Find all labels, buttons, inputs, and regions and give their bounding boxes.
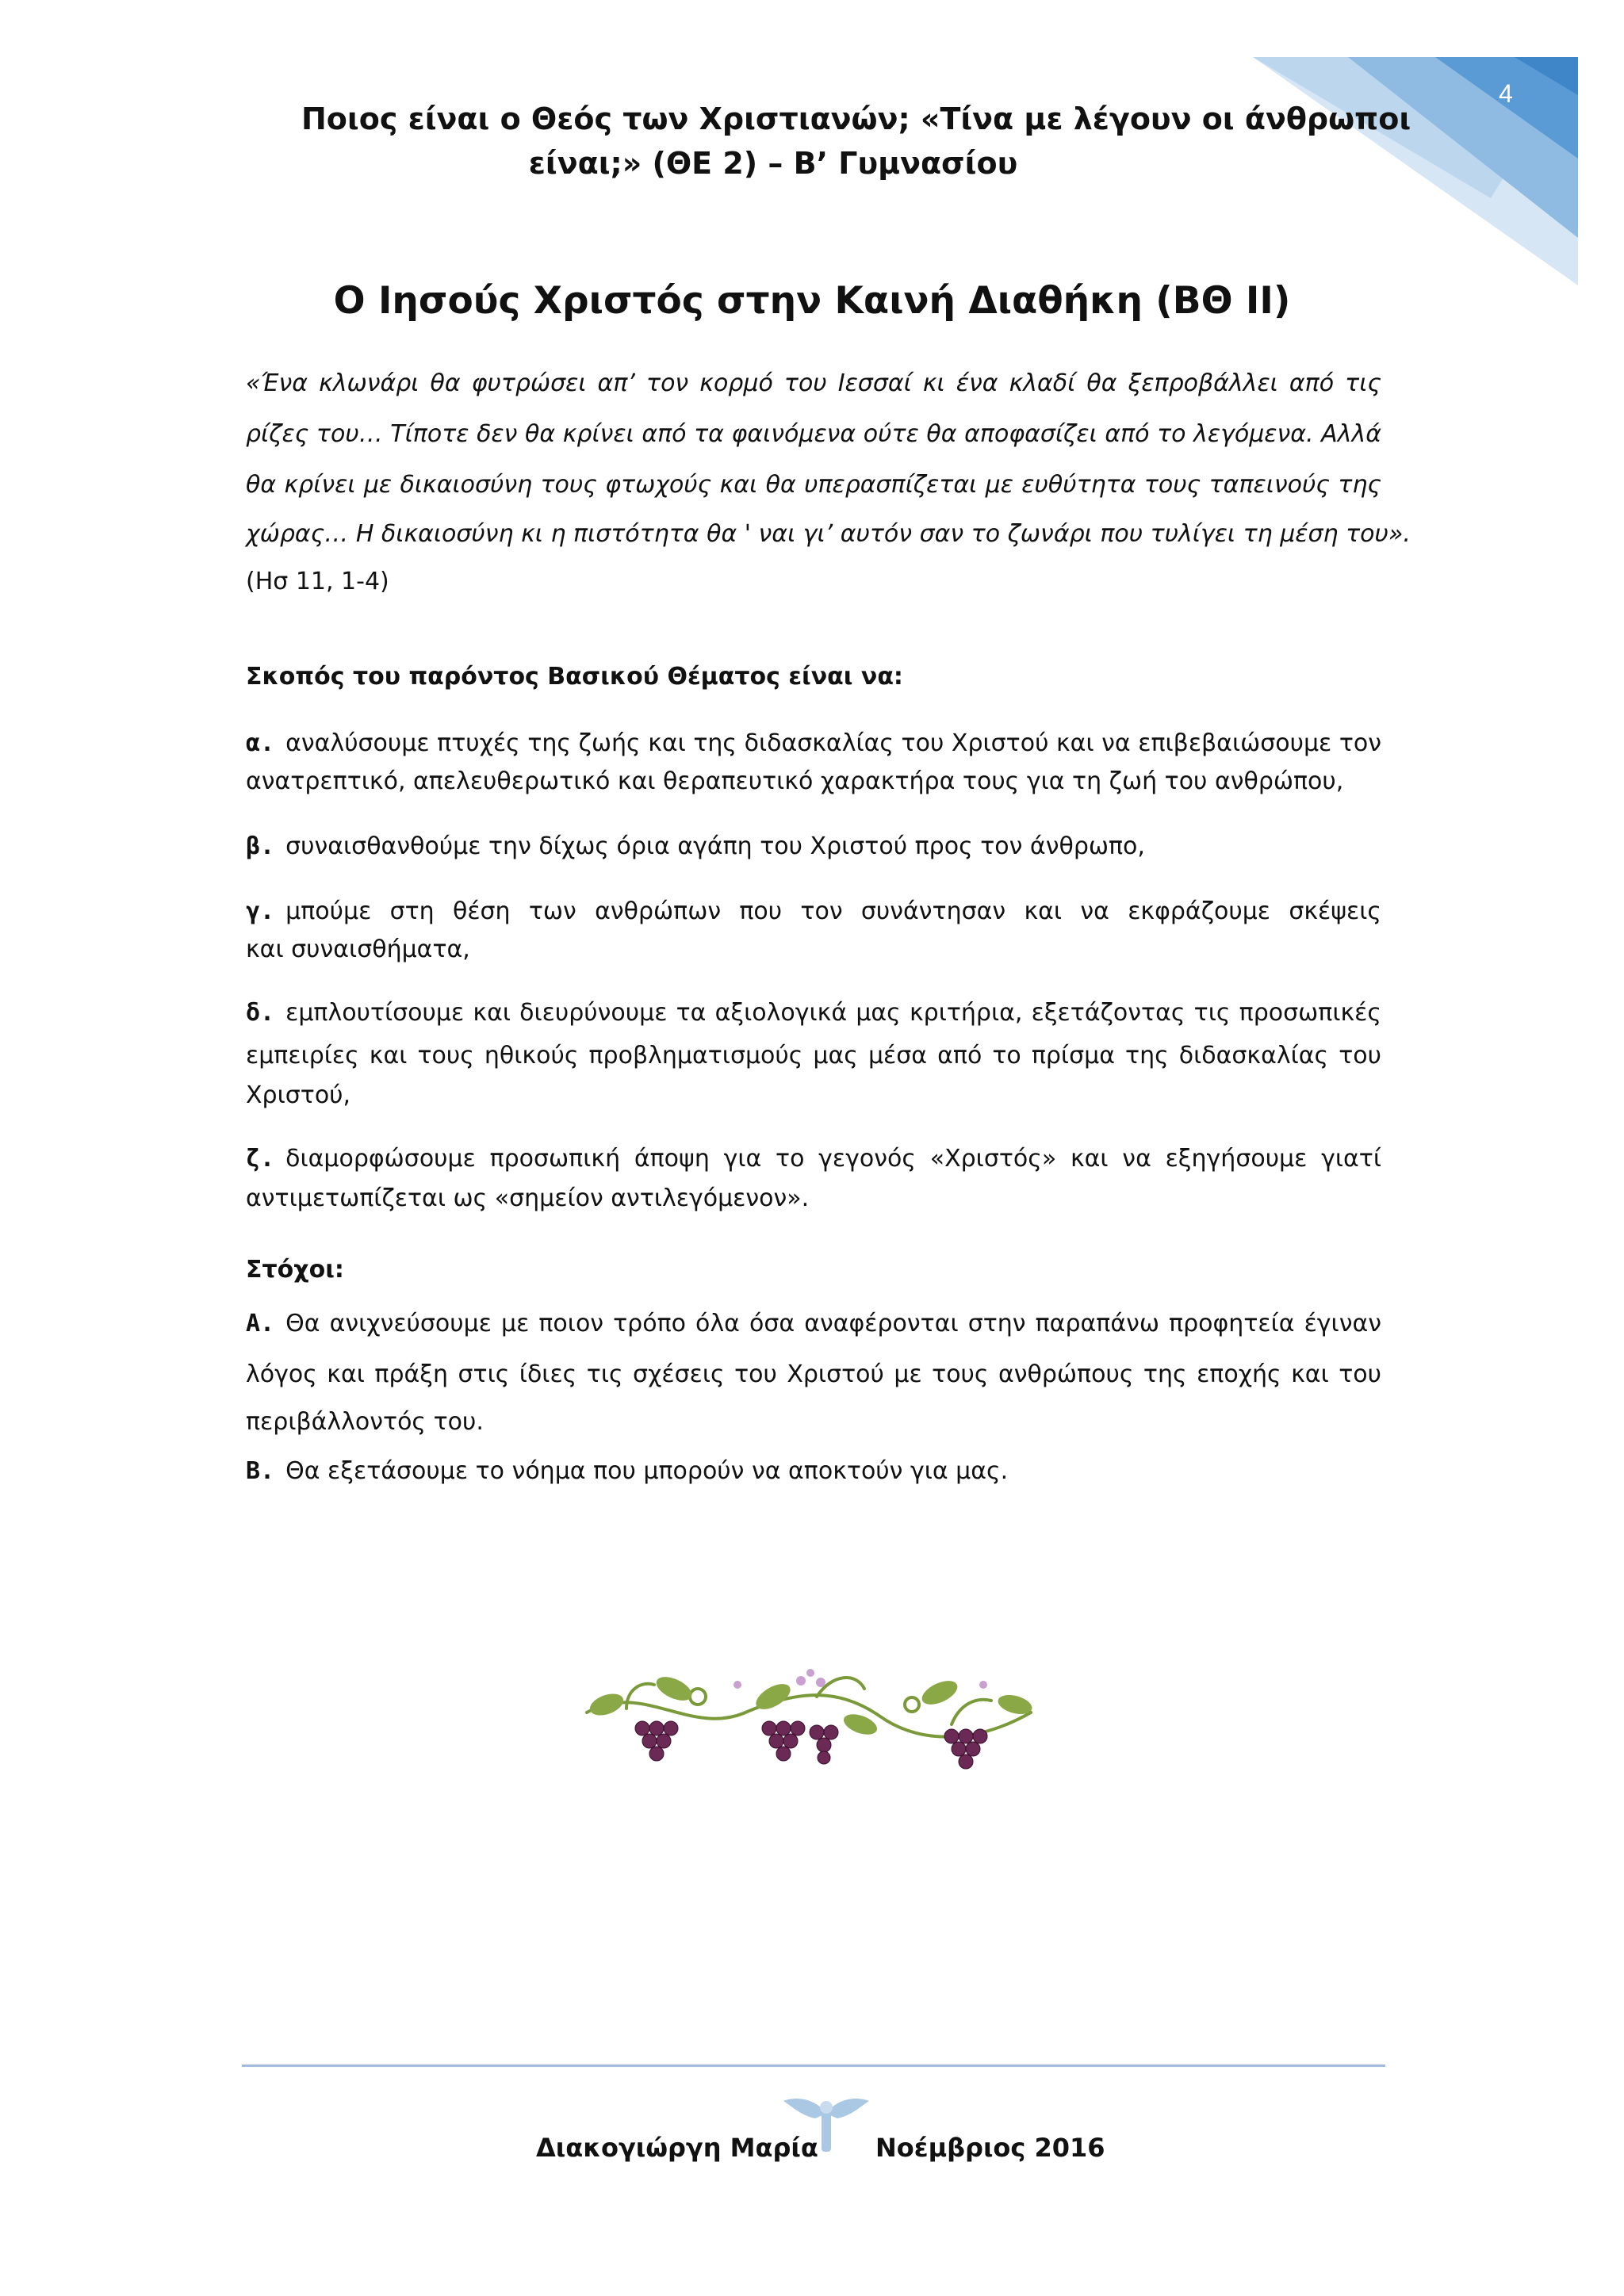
- purpose-heading: Σκοπός του παρόντος Βασικού Θέματος είναι να:: [246, 663, 903, 691]
- item-label: ζ.: [246, 1145, 275, 1173]
- item-label: β.: [246, 832, 275, 860]
- page-number: 4: [1499, 79, 1513, 108]
- goal-b: Β. Θα εξετάσουμε το νόημα που μπορούν να αποκτούν για μας.: [246, 1457, 1009, 1485]
- purpose-item-c-line-1: γ. μπούμε στη θέση των ανθρώπων που τον συνάντησαν και να εκφράζουμε σκέψεις: [246, 897, 1381, 925]
- purpose-item-c-line-2: και συναισθήματα,: [246, 936, 470, 963]
- footer-divider: [242, 2064, 1385, 2067]
- purpose-item-d-line-2: εμπειρίες και τους ηθικούς προβληματισμούς μας μέσα από το πρίσμα της διδασκαλίας του: [246, 1042, 1381, 1070]
- quote-reference: (Ησ 11, 1-4): [246, 568, 389, 595]
- purpose-item-z-line-2: αντιμετωπίζεται ως «σημείον αντιλεγόμενον».: [246, 1184, 810, 1212]
- footer-date: Νοέμβριος 2016: [875, 2133, 1105, 2163]
- corner-triangle-decoration: [1253, 0, 1624, 285]
- goal-a-line-2: λόγος και πράξη στις ίδιες τις σχέσεις του Χριστού με τους ανθρώπους της εποχής και του: [246, 1360, 1381, 1388]
- goal-a-line-1: Α. Θα ανιχνεύσουμε με ποιον τρόπο όλα όσα αναφέρονται στην παραπάνω προφητεία έγιναν: [246, 1310, 1381, 1337]
- purpose-item-d-line-3: Χριστού,: [246, 1081, 351, 1109]
- item-label: γ.: [246, 897, 275, 925]
- goals-heading: Στόχοι:: [246, 1256, 344, 1284]
- purpose-item-z-line-1: ζ. διαμορφώσουμε προσωπική άποψη για το γεγονός «Χριστός» και να εξηγήσουμε γιατί: [246, 1145, 1381, 1173]
- purpose-item-a-line-1: α. αναλύσουμε πτυχές της ζωής και της διδασκαλίας του Χριστού και να επιβεβαιώσουμε τον: [246, 729, 1381, 757]
- header-title: [285, 97, 1411, 192]
- purpose-item-d-line-1: δ. εμπλουτίσουμε και διευρύνουμε τα αξιολογικά μας κριτήρια, εξετάζοντας τις προσωπικές: [246, 999, 1381, 1027]
- page-title: Ο Ιησούς Χριστός στην Καινή Διαθήκη (ΒΘ ΙΙ): [333, 279, 1291, 323]
- quote-line-2: ρίζες του… Τίποτε δεν θα κρίνει από τα φαινόμενα ούτε θα αποφασίζει από το λεγόμενα. Αλλά: [246, 420, 1381, 448]
- header-title-line-2: είναι;» (ΘΕ 2) – Β’ Γυμνασίου: [528, 146, 1018, 181]
- quote-line-3: θα κρίνει με δικαιοσύνη τους φτωχούς και θα υπερασπίζεται με ευθύτητα τους ταπεινούς της: [246, 471, 1381, 499]
- quote-line-4: χώρας… Η δικαιοσύνη κι η πιστότητα θα ' ναι γι’ αυτόν σαν το ζωνάρι που τυλίγει τη μέση του».: [246, 520, 1411, 548]
- goal-label: Β.: [246, 1457, 275, 1485]
- item-label: α.: [246, 729, 275, 757]
- quote-line-1: «Ένα κλωνάρι θα φυτρώσει απ’ τον κορμό του Ιεσσαί κι ένα κλαδί θα ξεπροβάλλει από τις: [246, 369, 1381, 397]
- goal-label: Α.: [246, 1310, 275, 1337]
- purpose-item-a-line-2: ανατρεπτικό, απελευθερωτικό και θεραπευτικό χαρακτήρα τους για τη ζωή του ανθρώπου,: [246, 767, 1344, 795]
- goal-a-line-3: περιβάλλοντός του.: [246, 1408, 484, 1436]
- purpose-item-b: β. συναισθανθούμε την δίχως όρια αγάπη του Χριστού προς τον άνθρωπο,: [246, 832, 1145, 860]
- footer-author: Διακογιώργη Μαρία: [536, 2133, 818, 2163]
- grape-vine-ornament: [579, 1649, 1039, 1792]
- header-title-line-1: Ποιος είναι ο Θεός των Χριστιανών; «Τίνα με λέγουν οι άνθρωποι: [301, 101, 1411, 136]
- item-label: δ.: [246, 999, 275, 1027]
